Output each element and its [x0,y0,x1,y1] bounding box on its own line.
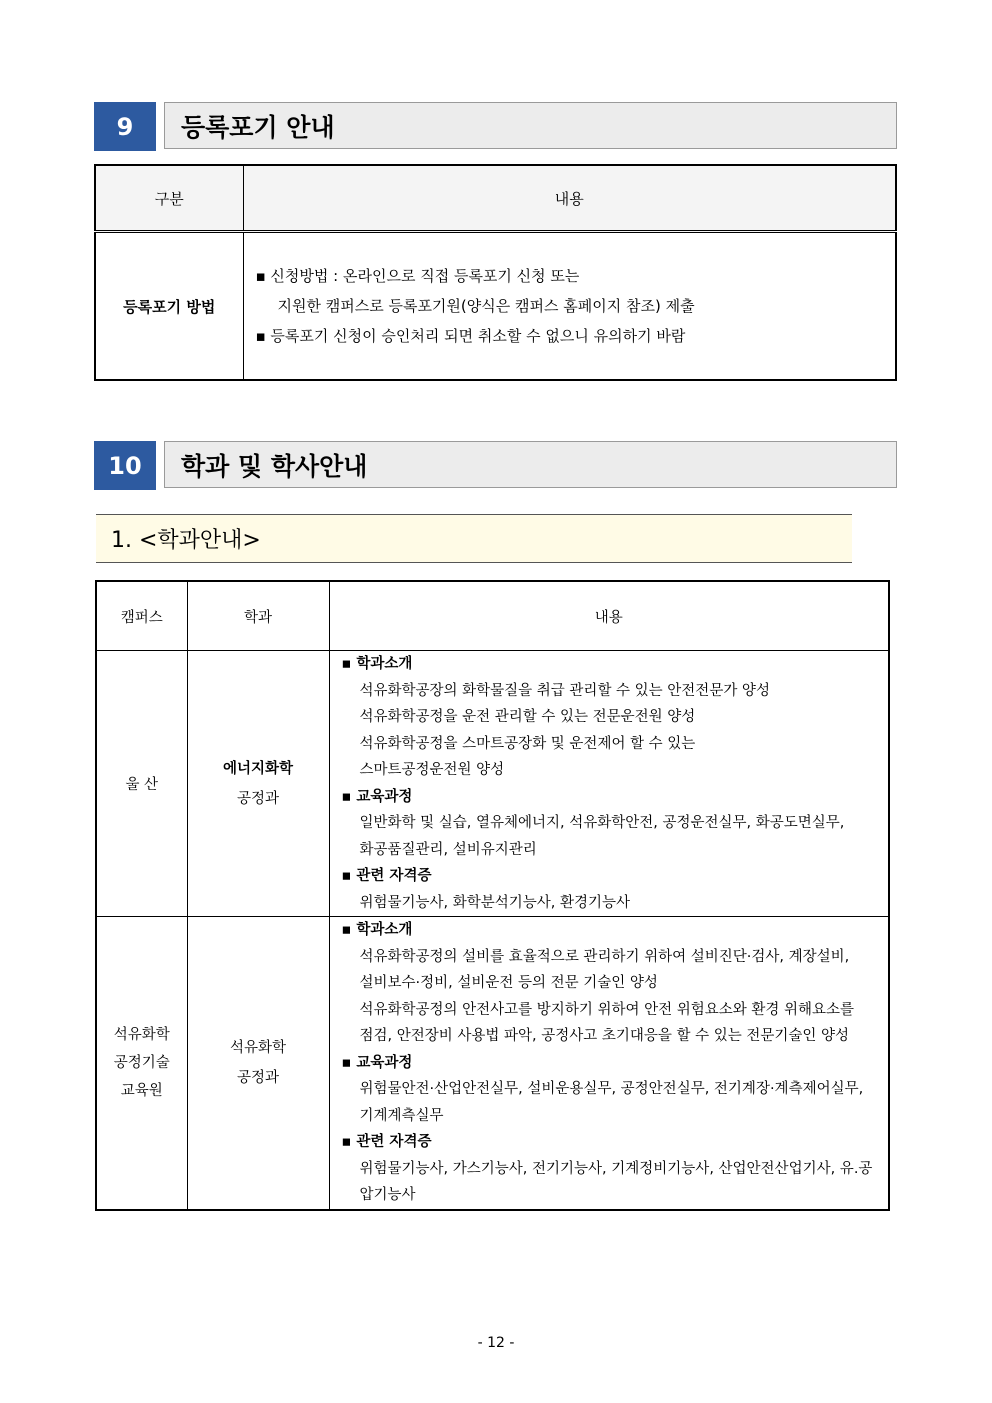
page-number: - 12 - [477,1335,515,1351]
department-cell [187,917,329,1210]
campus-name: 공정기술 [113,1054,170,1071]
section-title: 학과 및 학사안내 [164,441,897,488]
intro-line: 점검, 안전장비 사용법 파악, 공정사고 초기대응을 할 수 있는 전문기술인 양성 [359,1028,850,1044]
campus-name: 교육원 [120,1082,163,1099]
intro-line: 석유화학공정의 안전사고를 방지하기 위하여 안전 위험요소와 환경 위해요소를 [359,1001,854,1018]
table-header-row [95,165,896,232]
intro-line: 석유화학공정을 스마트공장화 및 운전제어 할 수 있는 [359,735,696,752]
table-row [96,917,889,1210]
header-content: 내용 [329,581,889,651]
cert-heading: ▪ 관련 자격증 [341,868,432,884]
table-row [96,651,889,917]
withdrawal-table [94,164,897,381]
intro-heading: ▪ 학과소개 [341,922,413,938]
campus-name: 울 산 [125,777,159,793]
intro-line: 설비보수·정비, 설비운전 등의 전문 기술인 양성 [359,975,658,991]
department-name: 공정과 [236,1069,280,1086]
section-number: 10 [94,441,156,490]
subsection-title: 1. <학과안내> [96,514,852,563]
department-name: 석유화학 [229,1039,287,1056]
campus-cell [96,917,187,1210]
course-line: 기계계측실무 [359,1107,444,1124]
intro-line: 석유화학공정을 운전 관리할 수 있는 전문운전원 양성 [359,709,696,725]
bullet-text: ▪ 신청방법 : 온라인으로 직접 등록포기 신청 또는 [255,267,580,285]
course-line: 화공품질관리, 설비유지관리 [359,841,537,858]
course-heading: ▪ 교육과정 [341,788,413,805]
department-name: 공정과 [236,790,280,807]
header-department: 학과 [187,581,329,651]
cert-line: 압기능사 [359,1187,416,1203]
section-number: 9 [94,102,156,151]
course-line: 일반화학 및 실습, 열유체에너지, 석유화학안전, 공정운전실무, 화공도면실무, [359,815,845,831]
cert-line: 위험물기능사, 화학분석기능사, 환경기능사 [359,894,631,911]
department-name: 에너지화학 [222,760,294,777]
department-cell [187,651,329,917]
content-cell [329,917,889,1210]
course-line: 위험물안전·산업안전실무, 설비운용실무, 공정안전실무, 전기계장·계측제어실무, [359,1081,864,1097]
content-cell [329,651,889,917]
department-table [95,580,890,1211]
course-heading: ▪ 교육과정 [341,1054,413,1071]
intro-line: 스마트공정운전원 양성 [359,762,505,778]
table-row [95,232,896,381]
bullet-text: 지원한 캠퍼스로 등록포기원(양식은 캠퍼스 홈페이지 참조) 제출 [277,297,695,315]
campus-cell [96,651,187,917]
cert-heading: ▪ 관련 자격증 [341,1134,432,1150]
row-content [243,232,896,381]
table-header-row [96,581,889,651]
header-category: 구분 [95,165,243,232]
intro-heading: ▪ 학과소개 [341,656,413,672]
header-content: 내용 [243,165,896,232]
header-campus: 캠퍼스 [96,581,187,651]
cert-line: 위험물기능사, 가스기능사, 전기기능사, 기계정비기능사, 산업안전산업기사, 유.공 [359,1160,873,1177]
intro-line: 석유화학공장의 화학물질을 취급 관리할 수 있는 안전전문가 양성 [359,682,770,699]
row-label: 등록포기 방법 [95,232,243,381]
section-title: 등록포기 안내 [164,102,897,149]
bullet-text: ▪ 등록포기 신청이 승인처리 되면 취소할 수 없으니 유의하기 바람 [255,327,686,345]
campus-name: 석유화학 [113,1026,170,1043]
intro-line: 석유화학공정의 설비를 효율적으로 관리하기 위하여 설비진단·검사, 계장설비, [359,948,850,965]
